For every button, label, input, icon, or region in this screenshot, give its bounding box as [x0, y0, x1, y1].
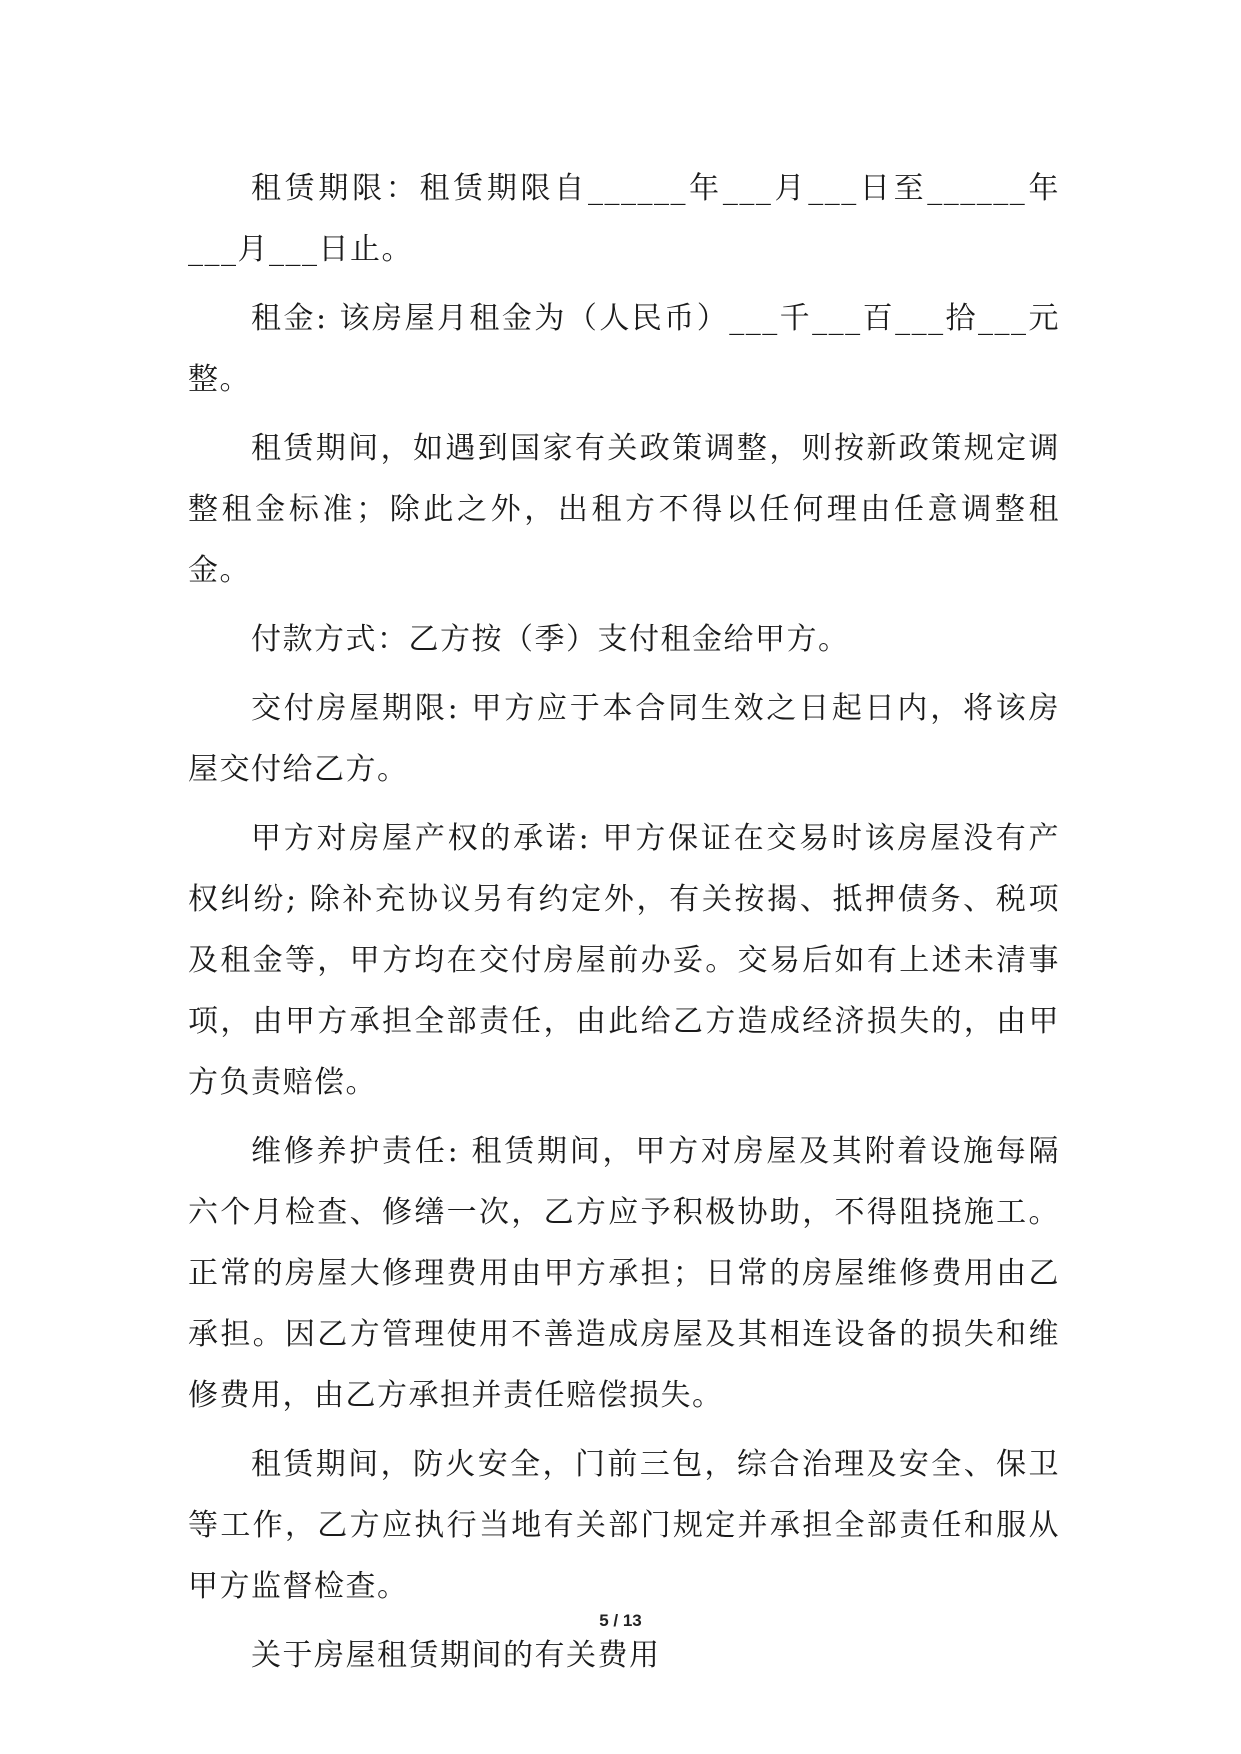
- paragraph-rent-adjustment: 租赁期间，如遇到国家有关政策调整，则按新政策规定调整租金标准；除此之外，出租方不得以任何理由任意调整租金。: [188, 431, 1060, 588]
- paragraph-safety: 租赁期间，防火安全，门前三包，综合治理及安全、保卫等工作，乙方应执行当地有关部门规定并承担全部责任和服从甲方监督检查。: [188, 1447, 1060, 1604]
- paragraph-delivery-term: 交付房屋期限: 甲方应于本合同生效之日起日内，将该房屋交付给乙方。: [188, 691, 1060, 787]
- page-number: 5 / 13: [599, 1611, 642, 1630]
- paragraph-lease-term: 租赁期限：租赁期限自______年___月___日至______年___月___日止。: [188, 171, 1060, 267]
- paragraph-property-rights: 甲方对房屋产权的承诺: 甲方保证在交易时该房屋没有产权纠纷; 除补充协议另有约定外，有关按揭、抵押债务、税项及租金等，甲方均在交付房屋前办妥。交易后如有上述未清事项，由甲方承担全部责任，由此给乙方造成经济损失的，由甲方负责赔偿。: [188, 821, 1060, 1100]
- paragraph-rent: 租金: 该房屋月租金为（人民币）___千___百___拾___元整。: [188, 301, 1060, 397]
- document-body: [188, 158, 1060, 1694]
- paragraph-payment-method: 付款方式：乙方按（季）支付租金给甲方。: [251, 622, 850, 657]
- paragraph-fees-heading: 关于房屋租赁期间的有关费用: [251, 1638, 661, 1673]
- paragraph-maintenance: 维修养护责任: 租赁期间，甲方对房屋及其附着设施每隔六个月检查、修缮一次，乙方应予积极协助，不得阻挠施工。正常的房屋大修理费用由甲方承担；日常的房屋维修费用由乙承担。因乙方管理使用不善造成房屋及其相连设备的损失和维修费用，由乙方承担并责任赔偿损失。: [188, 1134, 1060, 1413]
